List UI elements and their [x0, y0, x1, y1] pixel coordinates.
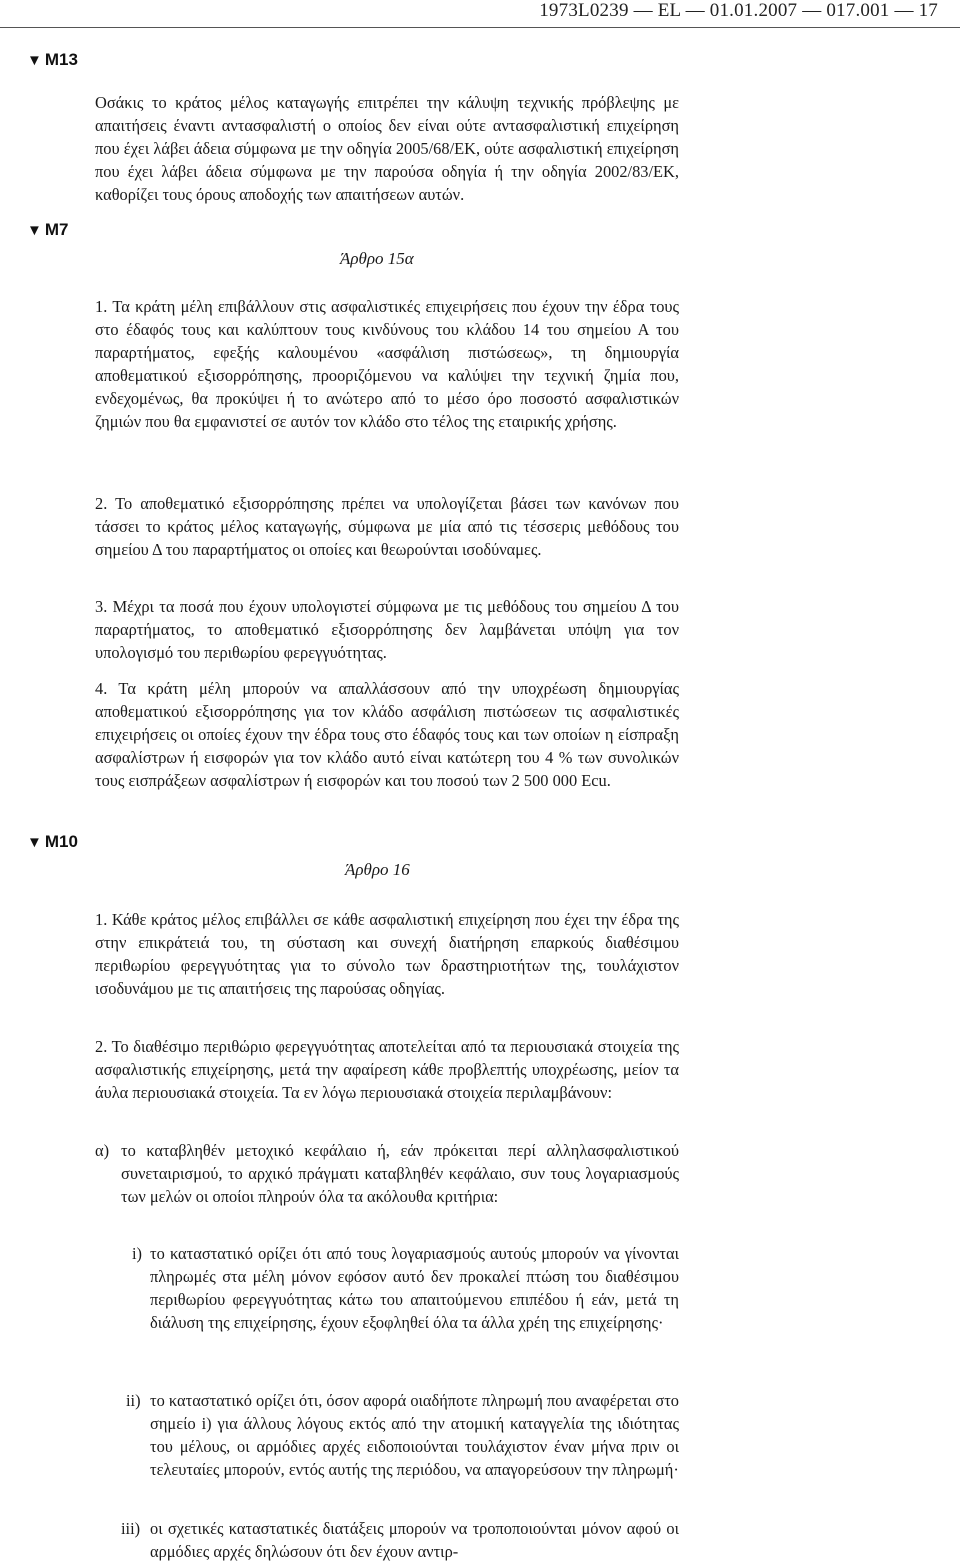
marker-label: M10	[44, 832, 78, 851]
sub-item-text: το καταστατικό ορίζει ότι, όσον αφορά οιαδήποτε πληρωμή που αναφέρεται στο σημείο i) για άλλους λόγους εκτός από την ατομική καταγγελία της ιδιότητας του μέλους, οι αρμόδιες αρχές ειδοποιούνται τουλάχιστον έναν μήνα πριν οι τελευταίες μπορούν, εντός αυτής της περιόδου, να απαγορεύσουν την πληρωμή·	[150, 1391, 679, 1479]
triangle-down-icon: ▼	[27, 222, 42, 239]
article-15a-paragraph-2: 2. Το αποθεματικό εξισορρόπησης πρέπει να υπολογίζεται βάσει των κανόνων που τάσσει το κράτος μέλος καταγωγής, σύμφωνα με μία από τις τέσσερις μεθόδους του σημείου Δ του παραρτήματος οι οποίες και θεωρούνται ισοδύναμες.	[95, 494, 679, 559]
article-16-paragraph-2: 2. Το διαθέσιμο περιθώριο φερεγγυότητας αποτελείται από τα περιουσιακά στοιχεία της ασφαλιστικής επιχείρησης, μετά την αφαίρεση κάθε προβλεπτής υποχρέωσης, μείον τα άυλα περιουσιακά στοιχεία. Τα εν λόγω περιουσιακά στοιχεία περιλαμβάνουν:	[95, 1037, 679, 1102]
article-15a-paragraph-4: 4. Τα κράτη μέλη μπορούν να απαλλάσσουν από την υποχρέωση δημιουργίας αποθεματικού εξισορρόπησης για τον κλάδο ασφάλιση πιστώσεων τις ασφαλιστικές επιχειρήσεις οι οποίες έχουν την έδρα τους στο έδαφός τους και των οποίων η είσπραξη ασφαλίστρων ή εισφορών για τον κλάδο αυτό είναι κατώτερη του 4 % των συνολικών τους εισπράξεων ασφαλίστρων ή εισφορών και του ποσού των 2 500 000 Ecu.	[95, 679, 679, 790]
article-16-title: Άρθρο 16	[345, 860, 410, 879]
article-15a-title: Άρθρο 15α	[340, 249, 414, 268]
document-reference: 1973L0239 — EL — 01.01.2007 — 017.001 — 17	[539, 0, 938, 21]
amendment-marker-m10	[27, 832, 78, 852]
sub-item-label: ii)	[126, 1391, 141, 1410]
header-rule	[0, 27, 960, 28]
amendment-marker-m7	[27, 220, 68, 240]
triangle-down-icon: ▼	[27, 52, 42, 69]
sub-item-ii	[95, 1389, 679, 1504]
article-15a-paragraph-3: 3. Μέχρι τα ποσά που έχουν υπολογιστεί σύμφωνα με τις μεθόδους του σημείου Δ του παραρτήματος, το αποθεματικό εξισορρόπησης δεν λαμβάνεται υπόψη για τον υπολογισμό του περιθωρίου φερεγγυότητας.	[95, 597, 679, 662]
article-15a-paragraph-1: 1. Τα κράτη μέλη επιβάλλουν στις ασφαλιστικές επιχειρήσεις που έχουν την έδρα τους στο έδαφός τους και καλύπτουν τους κινδύνους του κλάδου 14 του σημείου Α του παραρτήματος, εφεξής καλουμένου «ασφάλιση πιστώσεως», τη δημιουργία αποθεματικού εξισορρόπησης, προοριζόμενου να καλύψει την τεχνική ζημία που, ενδεχομένως, θα προκύψει ή το ανώτερο από το μέσο όρο ποσοστό ασφαλιστικών ζημιών που θα εμφανιστεί σε αυτόν τον κλάδο στο τέλος της εταιρικής χρήσης.	[95, 297, 679, 431]
paragraph-m13: Οσάκις το κράτος μέλος καταγωγής επιτρέπει την κάλυψη τεχνικής πρόβλεψης με απαιτήσεις έναντι αντασφαλιστή ο οποίος δεν είναι ούτε αντασφαλιστική επιχείρηση που έχει λάβει άδεια σύμφωνα με την οδηγία 2005/68/ΕΚ, ούτε ασφαλιστική επιχείρηση που έχει λάβει άδεια σύμφωνα με την παρούσα οδηγία ή την οδηγία 2002/83/ΕΚ, καθορίζει τους όρους αποδοχής των απαιτήσεων αυτών.	[95, 93, 679, 204]
sub-item-label: i)	[132, 1244, 143, 1263]
sub-item-label: iii)	[121, 1519, 141, 1538]
sub-item-i	[95, 1242, 679, 1382]
article-16-paragraph-1: 1. Κάθε κράτος μέλος επιβάλλει σε κάθε ασφαλιστική επιχείρηση που έχει την έδρα της στην επικράτειά του, τη σύσταση και συνεχή διατήρηση επαρκούς διαθέσιμου περιθωρίου φερεγγυότητας για το σύνολο των δραστηριοτήτων της, τουλάχιστον ισοδυνάμου με τις απαιτήσεις της παρούσας οδηγίας.	[95, 910, 679, 998]
sub-item-text: το καταστατικό ορίζει ότι από τους λογαριασμούς αυτούς μπορούν να γίνονται πληρωμές στα μέλη μόνον εφόσον αυτό δεν προκαλεί πτώση του διαθέσιμου περιθωρίου φερεγγυότητας κάτω του απαιτούμενου επιπέδου ή εάν, μετά τη διάλυση της επιχείρησης, έχουν εξοφληθεί όλα τα άλλα χρέη της επιχείρησης·	[150, 1244, 679, 1332]
amendment-marker-m13	[27, 50, 78, 70]
list-item-text: το καταβληθέν μετοχικό κεφάλαιο ή, εάν πρόκειται περί αλληλασφαλιστικού συνεταιρισμού, το αρχικό πράγματι καταβληθέν κεφάλαιο, συν τους λογαριασμούς των μελών οι οποίοι πληρούν όλα τα ακόλουθα κριτήρια:	[121, 1141, 679, 1206]
triangle-down-icon: ▼	[27, 834, 42, 851]
sub-item-iii	[95, 1517, 679, 1561]
list-item-label: α)	[95, 1141, 110, 1160]
sub-item-text: οι σχετικές καταστατικές διατάξεις μπορούν να τροποποιούνται μόνον αφού οι αρμόδιες αρχές δηλώσουν ότι δεν έχουν αντιρ-	[150, 1519, 679, 1561]
marker-label: M7	[44, 220, 69, 239]
list-item-a	[95, 1139, 679, 1231]
marker-label: M13	[44, 50, 78, 69]
